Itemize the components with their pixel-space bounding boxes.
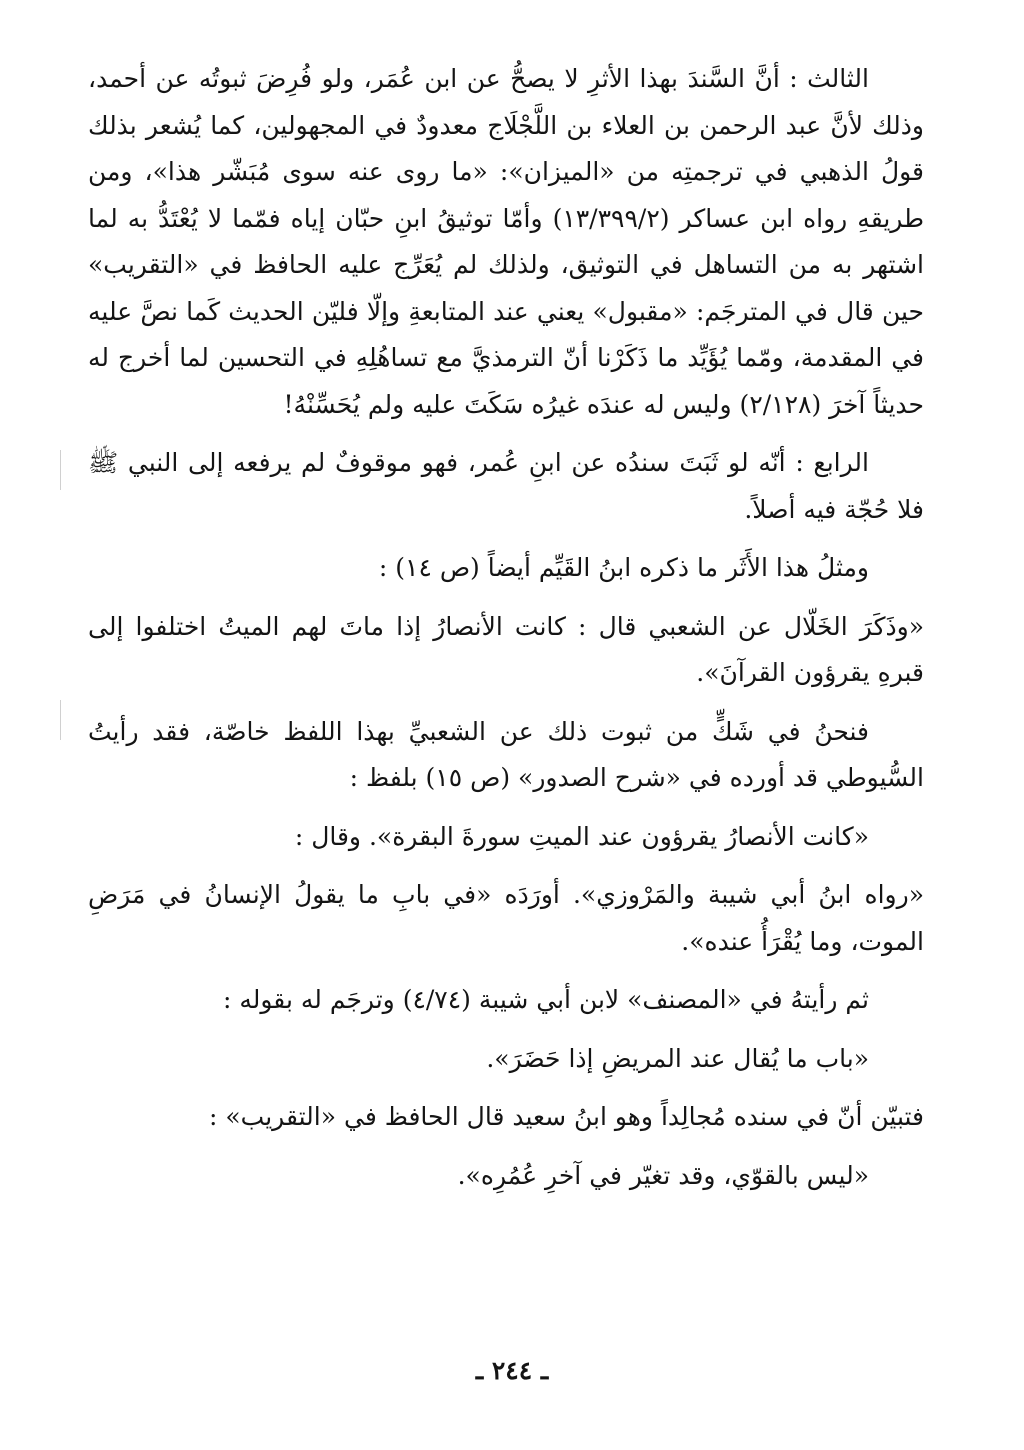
paragraph-musannaf: ثم رأيتهُ في «المصنف» لابن أبي شيبة (٤/٧٤) وترجَم له بقوله :: [223, 985, 869, 1014]
paragraph-third-point: الثالث : أنَّ السَّندَ بهذا الأثرِ لا يصحُّ عن ابن عُمَر، ولو فُرِضَ ثبوتُه عن أحمد، وذلك لأنَّ عبد الرحمن بن العلاء بن اللَّجْلَاج معدودٌ في المجهولين، كما يُشعر بذلك قولُ الذهبي في ترجمتِه من «الميزان»: «ما روى عنه سوى مُبَشّر هذا»، ومن طريقهِ رواه ابن عساكر (١٣/٣٩٩/٢) وأمّا توثيقُ ابنِ حبّان إياه فمّما لا يُعْتَدُّ به لما اشتهر به من التساهل في التوثيق، ولذلك لم يُعَرِّج عليه الحافظ في «التقريب» حين قال في المترجَم: «مقبول» يعني عند المتابعةِ وإلّا فليّن الحديث كَما نصَّ عليه في المقدمة، ومّما يُؤَيِّد ما ذَكَرْنا أنّ الترمذيَّ مع تساهُلِهِ في التحسين لما أخرج له حديثاً آخرَ (٢/١٢٨) وليس له عندَه غيرُه سَكَتَ عليه ولم يُحَسِّنْهُ!: [88, 64, 924, 419]
page-number: ـ ٢٤٤ ـ: [475, 1356, 549, 1385]
page-body: [88, 56, 924, 1211]
quote-khallal: «وذَكَرَ الخَلّال عن الشعبي قال : كانت الأنصارُ إذا ماتَ لهم الميتُ اختلفوا إلى قبرهِ يقرؤون القرآنَ».: [88, 611, 924, 687]
quote-ansar-baqarah: «كانت الأنصارُ يقرؤون عند الميتِ سورةَ البقرة». وقال :: [294, 821, 869, 851]
paragraph-ibn-qayyim-intro: ومثلُ هذا الأَثَر ما ذكره ابنُ القَيِّم أيضاً (ص ١٤) :: [378, 553, 869, 582]
paragraph-fourth-point: الرابع : أنّه لو ثَبَتَ سندُه عن ابنِ عُمر، فهو موقوفٌ لم يرفعه إلى النبي ﷺ فلا حُجّة فيه أصلاً.: [88, 448, 924, 524]
margin-mark: [60, 450, 61, 490]
quote-taqrib: «ليس بالقوّي، وقد تغيّر في آخرِ عُمُرِه».: [457, 1160, 869, 1190]
quote-ibn-abi-shaybah: «رواه ابنُ أبي شيبة والمَرْوزي». أورَدَه «في بابِ ما يقولُ الإنسانُ في مَرَضِ الموت، وما يُقْرَأُ عنده».: [88, 880, 924, 956]
paragraph-doubt-shabi: فنحنُ في شَكٍّ من ثبوت ذلك عن الشعبيِّ بهذا اللفظ خاصّة، فقد رأيتُ السُّيوطي قد أورده في «شرح الصدور» (ص ١٥) بلفظ :: [88, 716, 924, 792]
margin-mark: [60, 700, 61, 740]
paragraph-mujalid: فتبيّن أنّ في سنده مُجالِداً وهو ابنُ سعيد قال الحافظ في «التقريب» :: [209, 1102, 924, 1131]
quote-chapter-title: «باب ما يُقال عند المريضِ إذا حَضَرَ».: [486, 1043, 869, 1073]
